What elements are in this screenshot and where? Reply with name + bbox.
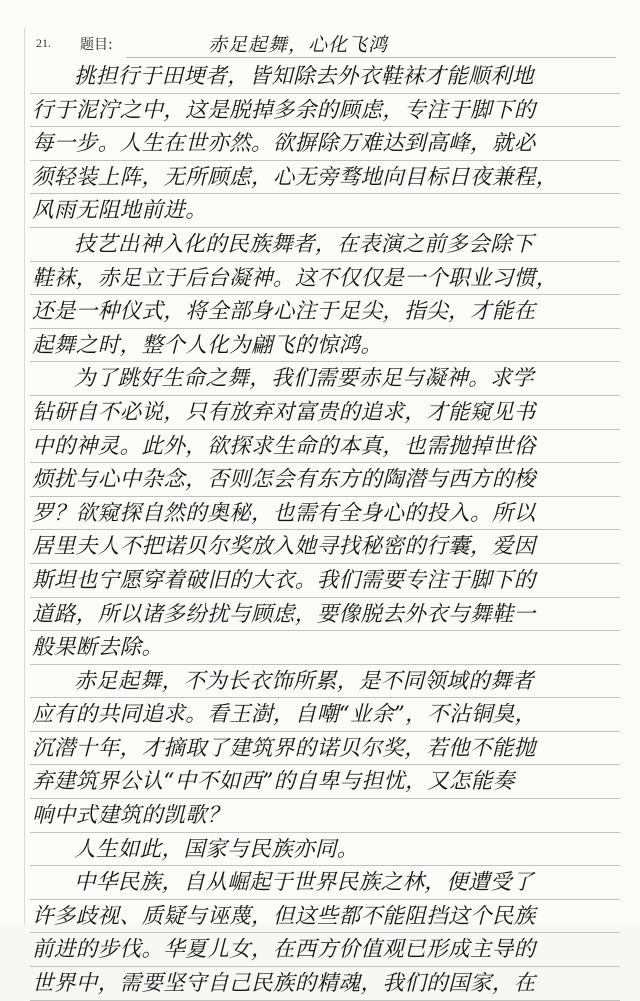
essay-line: 烦扰与心中杂念，否则怎会有东方的陶潜与西方的梭 [30,463,620,497]
essay-line: 罗？欲窥探自然的奥秘，也需有全身心的投入。所以 [30,497,620,531]
essay-line: 许多歧视、质疑与诬蔑，但这些都不能阻挡这个民族 [30,900,620,934]
essay-line: 般果断去除。 [30,631,620,665]
essay-line: 行于泥泞之中，这是脱掉多余的顾虑，专注于脚下的 [30,94,620,128]
essay-line: 斯坦也宁愿穿着破旧的大衣。我们需要专注于脚下的 [30,564,620,598]
essay-line: 钻研自不必说，只有放弃对富贵的追求，才能窥见书 [30,396,620,430]
essay-line: 应有的共同追求。看王澍，自嘲“业余”，不沾铜臭， [30,698,620,732]
question-label: 题目: [80,37,113,53]
essay-line: 为了跳好生命之舞，我们需要赤足与凝神。求学 [30,362,620,396]
essay-line: 中的神灵。此外，欲探求生命的本真，也需抛掉世俗 [30,430,620,464]
essay-line: 起舞之时，整个人化为翩飞的惊鸿。 [30,329,620,363]
essay-line: 响中式建筑的凯歌？ [30,799,620,833]
essay-line: 赤足起舞，不为长衣饰所累，是不同领域的舞者 [30,665,620,699]
essay-line: 技艺出神入化的民族舞者，在表演之前多会除下 [30,228,620,262]
essay-line: 前进的步伐。华夏儿女，在西方价值观已形成主导的 [30,933,620,967]
title-rule [126,57,616,58]
essay-line: 中华民族，自从崛起于世界民族之林，便遭受了 [30,866,620,900]
essay-line: 道路，所以诸多纷扰与顾虑，要像脱去外衣与舞鞋一 [30,598,620,632]
essay-line: 人生如此，国家与民族亦同。 [30,833,620,867]
essay-header [36,30,616,56]
essay-line: 须轻装上阵，无所顾虑，心无旁骛地向目标日夜兼程， [30,161,620,195]
essay-line: 居里夫人不把诺贝尔奖放入她寻找秘密的行囊，爱因 [30,530,620,564]
essay-line: 风雨无阻地前进。 [30,194,620,228]
essay-title: 赤足起舞，心化飞鸿 [208,34,389,56]
essay-line: 挑担行于田埂者，皆知除去外衣鞋袜才能顺利地 [30,60,620,94]
essay-line: 世界中，需要坚守自己民族的精魂，我们的国家，在 [30,967,620,1001]
essay-line: 鞋袜，赤足立于后台凝神。这不仅仅是一个职业习惯， [30,262,620,296]
essay-line: 弃建筑界公认“中不如西”的自卑与担忧，又怎能奏 [30,765,620,799]
essay-line: 还是一种仪式，将全部身心注于足尖，指尖，才能在 [30,295,620,329]
essay-line: 每一步。人生在世亦然。欲摒除万难达到高峰，就必 [30,127,620,161]
margin-line [24,28,25,925]
essay-body [30,60,620,1001]
question-number: 21. [36,36,51,50]
essay-line: 沉潜十年，才摘取了建筑界的诺贝尔奖，若他不能抛 [30,732,620,766]
